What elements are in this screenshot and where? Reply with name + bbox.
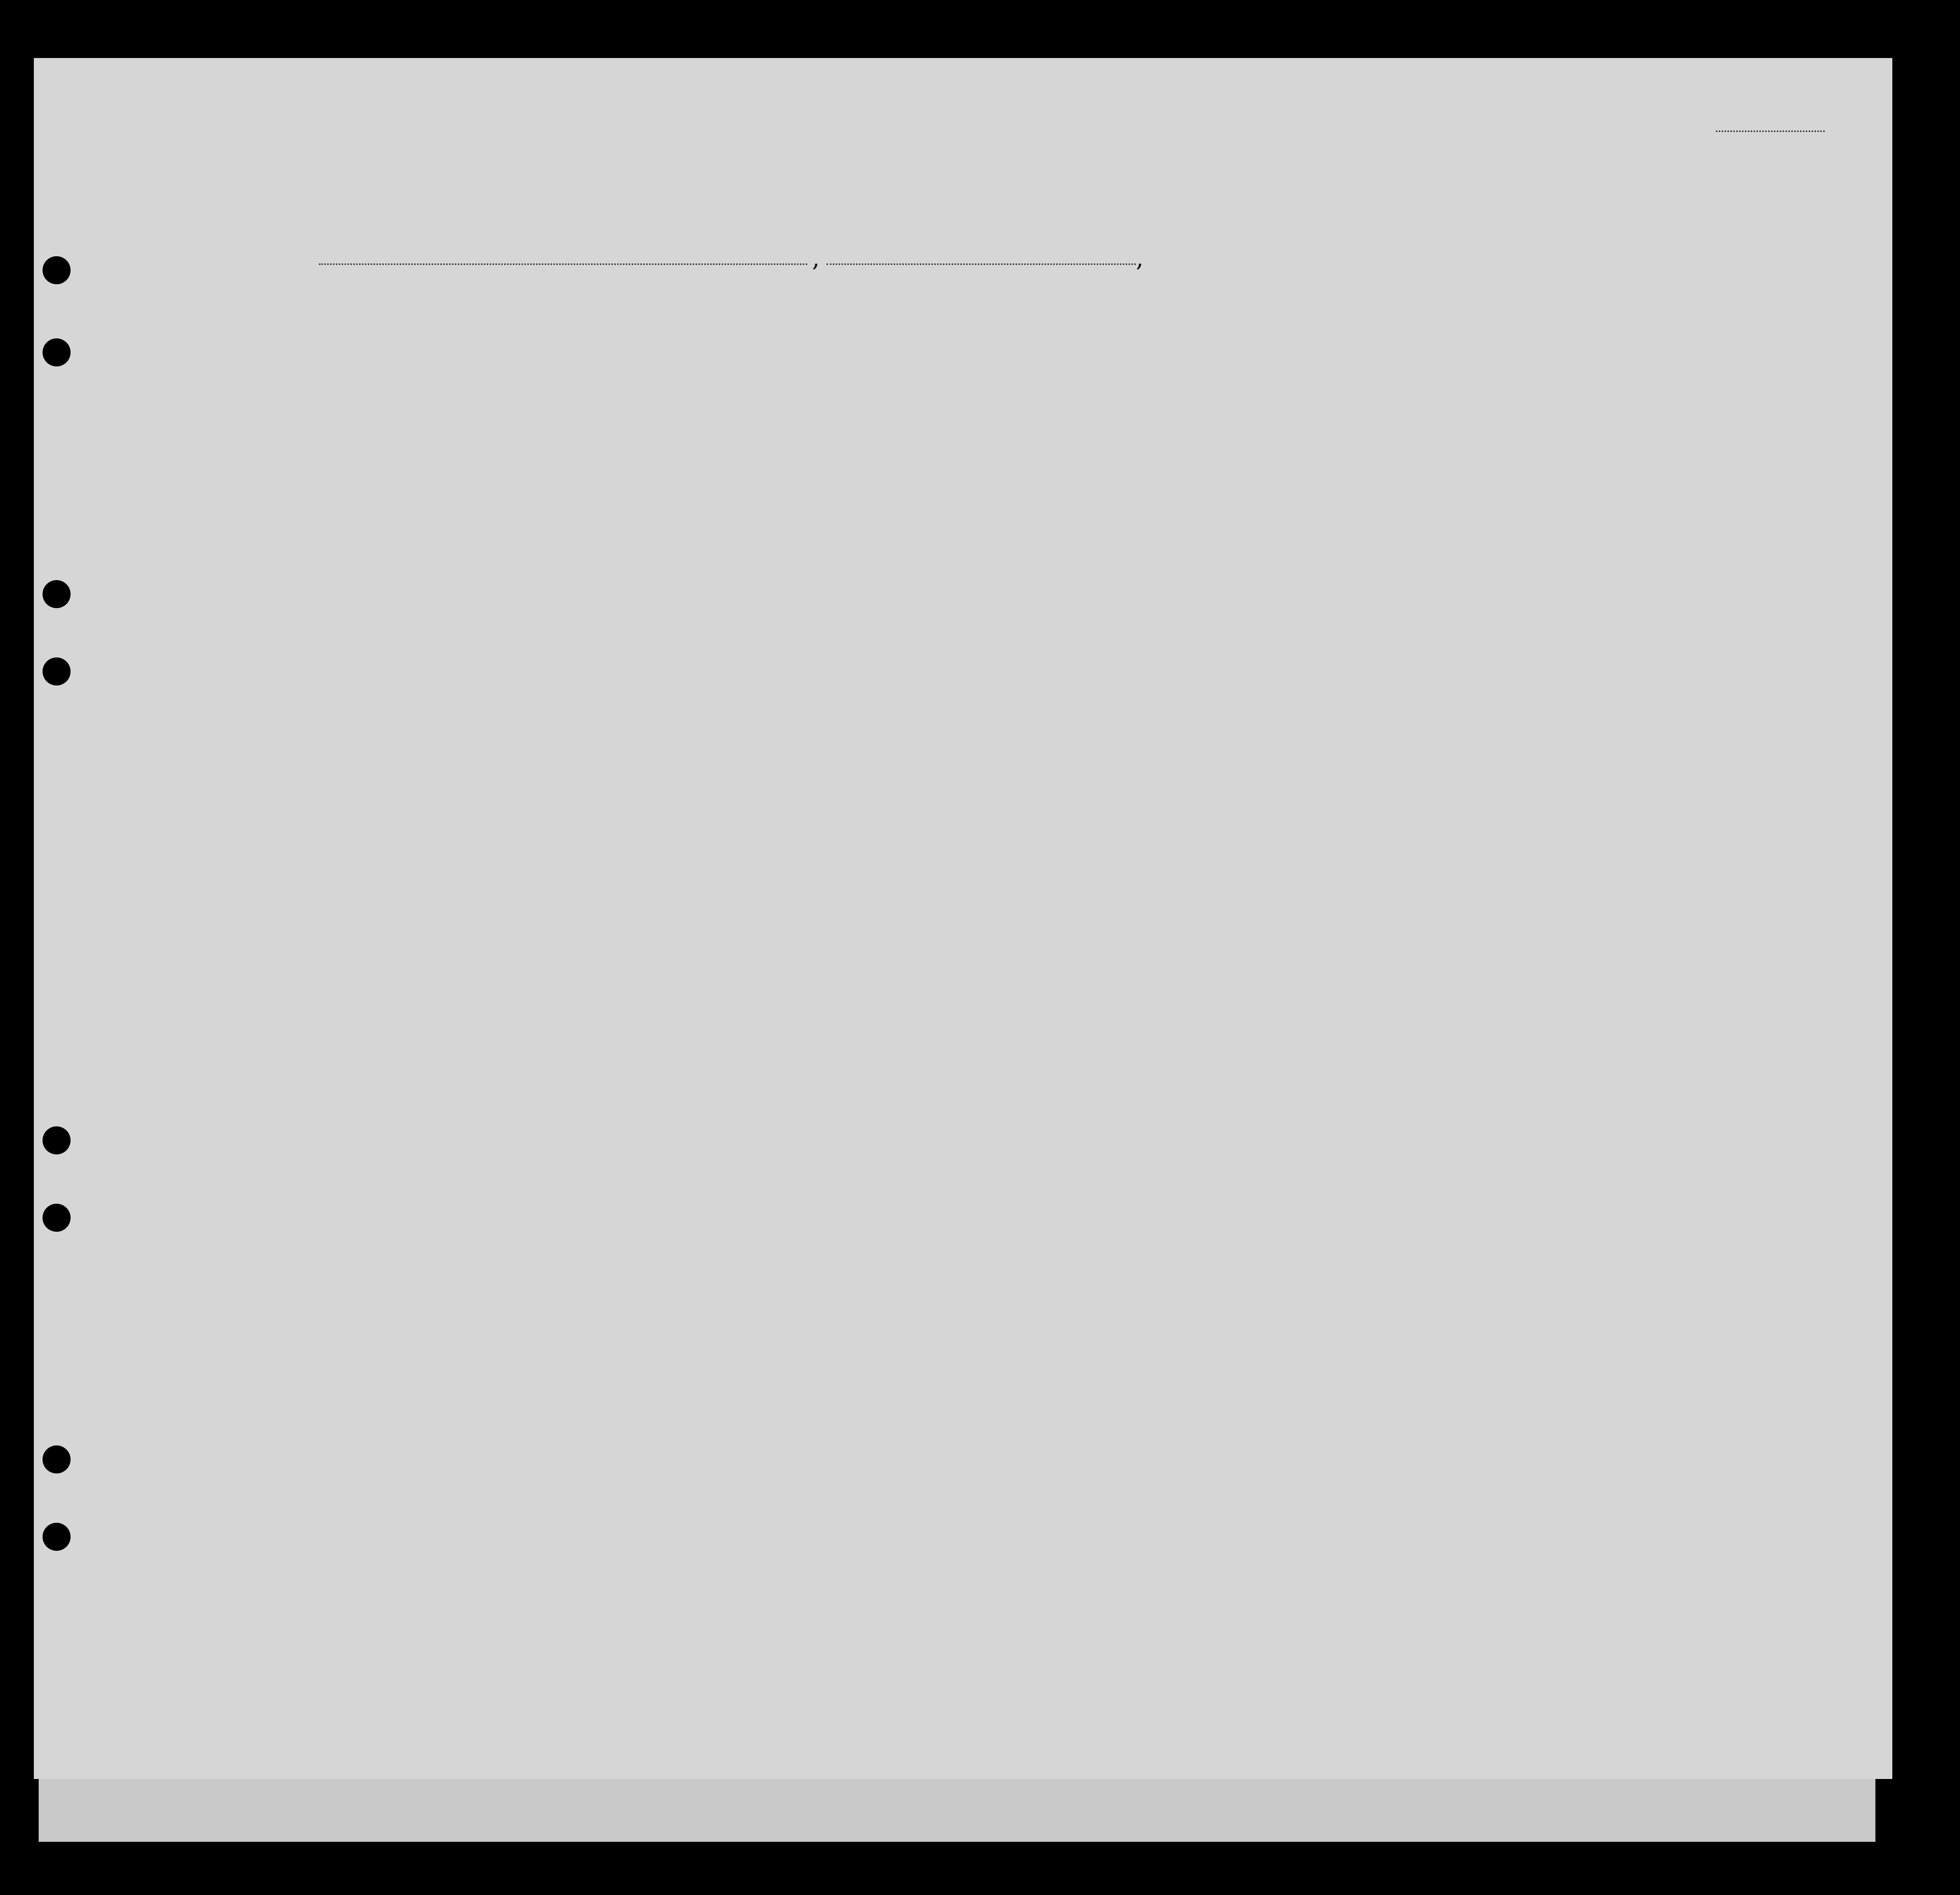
col28-header	[1315, 334, 1349, 454]
comma: ,	[812, 244, 820, 272]
comma: ,	[1136, 244, 1144, 272]
